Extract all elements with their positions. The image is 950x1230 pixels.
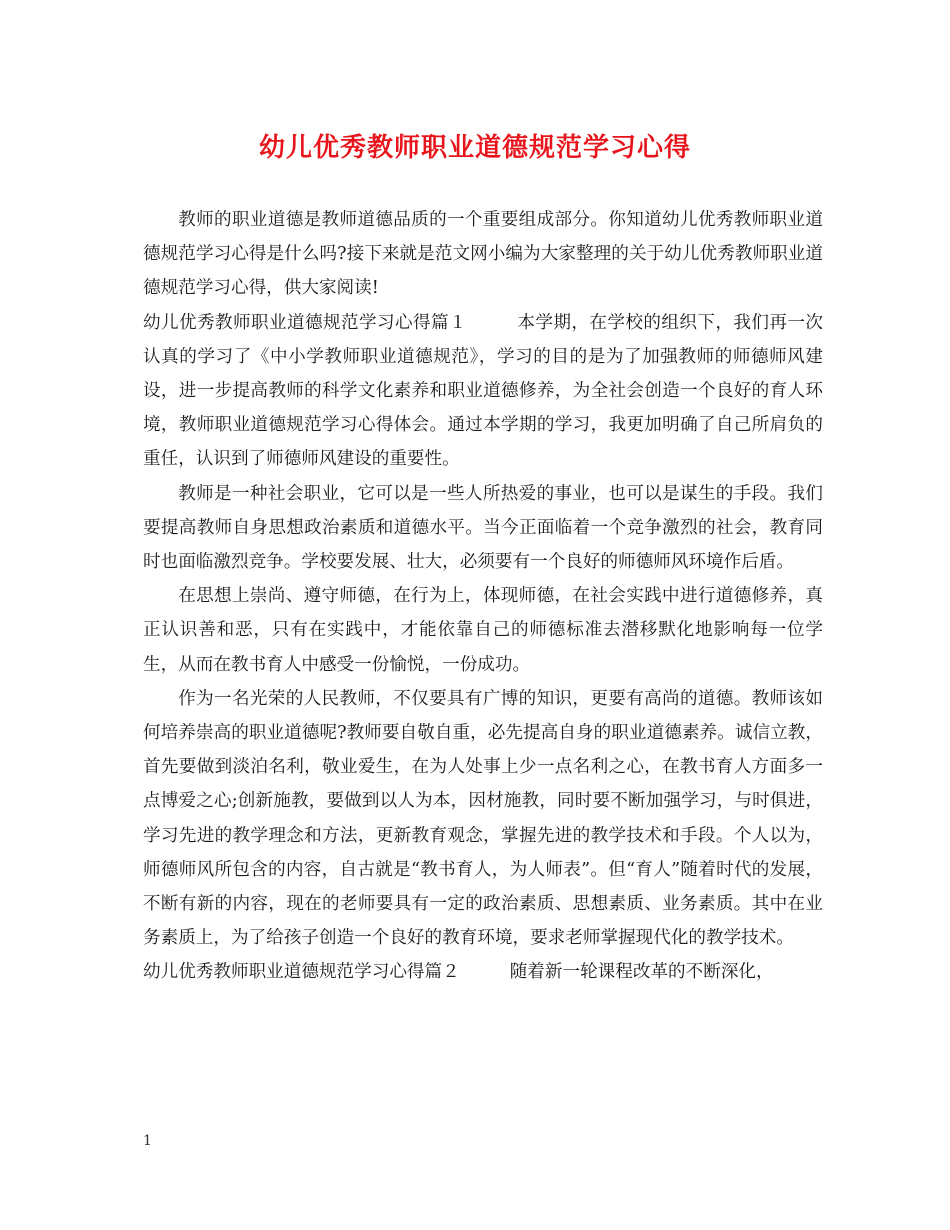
section-2-lead: 随着新一轮课程改革的不断深化， — [509, 962, 774, 983]
section-1-lead: 本学期，在学校的组织下，我们再一次认真的学习了《中小学教师职业道德规范》，学习的目的是为了加强教师的师德师风建设，进一步提高教师的科学文化素养和职业道德修养，为全社会创造一个良好的育人环境，教师职业道德规范学习心得体会。通过本学期的学习，我更加明确了自己所肩负的重任，认识到了师德师风建设的重要性。 — [143, 312, 823, 470]
intro-paragraph: 教师的职业道德是教师道德品质的一个重要组成部分。你知道幼儿优秀教师职业道德规范学习心得是什么吗?接下来就是范文网小编为大家整理的关于幼儿优秀教师职业道德规范学习心得，供大家阅读! — [143, 210, 823, 299]
document-body — [143, 203, 823, 990]
section-2-paragraph — [143, 955, 823, 989]
body-paragraph: 教师是一种社会职业，它可以是一些人所热爱的事业，也可以是谋生的手段。我们要提高教师自身思想政治素质和道德水平。当今正面临着一个竞争激烈的社会，教育同时也面临激烈竞争。学校要发展、壮大，必须要有一个良好的师德师风环境作后盾。 — [143, 483, 823, 573]
document-title: 幼儿优秀教师职业道德规范学习心得 — [258, 133, 691, 163]
body-paragraph: 作为一名光荣的人民教师，不仅要具有广博的知识，更要有高尚的道德。教师该如何培养崇高的职业道德呢?教师要自敬自重，必先提高自身的职业道德素养。诚信立教，首先要做到淡泊名利，敬业爱生，在为人处事上少一点名利之心，在教书育人方面多一点博爱之心;创新施教，要做到以人为本，因材施教，同时要不断加强学习，与时俱进，学习先进的教学理念和方法，更新教育观念，掌握先进的教学技术和手段。个人以为，师德师风所包含的内容，自古就是“教书育人，为人师表”。但“育人”随着时代的发展，不断有新的内容，现在的老师要具有一定的政治素质、思想素质、业务素质。其中在业务素质上，为了给孩子创造一个良好的教育环境，要求老师掌握现代化的教学技术。 — [143, 688, 823, 949]
section-2-heading: 幼儿优秀教师职业道德规范学习心得篇２ — [143, 962, 460, 983]
page-number: 1 — [143, 1133, 152, 1149]
section-1-heading: 幼儿优秀教师职业道德规范学习心得篇１ — [143, 312, 467, 333]
section-1-paragraph — [143, 306, 823, 477]
body-paragraph: 在思想上崇尚、遵守师德，在行为上，体现师德，在社会实践中进行道德修养，真正认识善和恶，只有在实践中，才能依靠自己的师德标准去潜移默化地影响每一位学生，从而在教书育人中感受一份愉悦，一份成功。 — [143, 586, 823, 675]
